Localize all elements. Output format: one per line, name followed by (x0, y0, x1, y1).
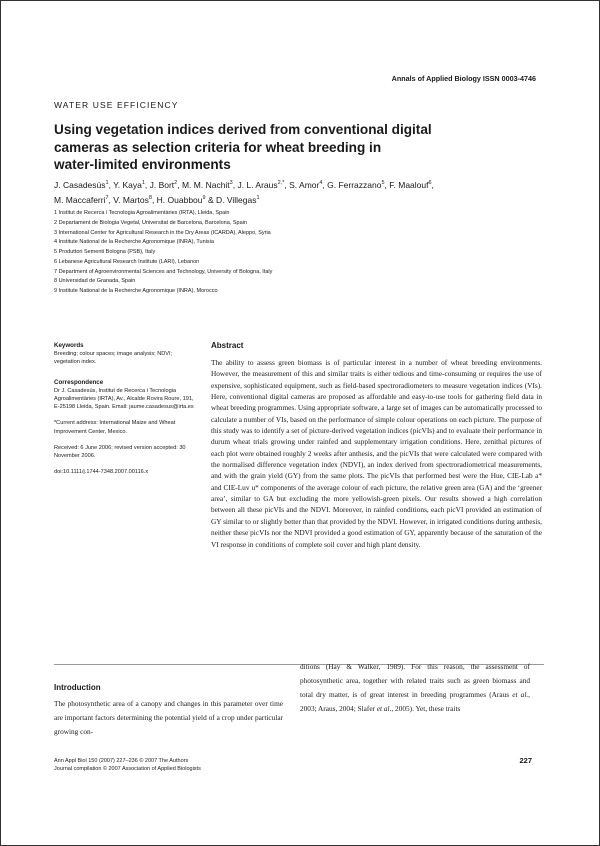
journal-header: Annals of Applied Biology ISSN 0003-4746 (391, 74, 536, 83)
affiliation-item: 7 Department of Agroenvironmental Sciences and Technology, University of Bologna, Italy (54, 268, 273, 275)
introduction-column-2 (300, 660, 530, 716)
affiliation-item: 4 Institute National de la Recherche Agronomique (INRA), Tunisia (54, 239, 214, 246)
correspondence-heading: Correspondence (54, 378, 104, 386)
affiliation-item: 9 Institute National de la Recherche Agronomique (INRA), Morocco (54, 288, 218, 294)
affiliation-item: 5 Produttori Sementi Bologna (PSB), Italy (54, 249, 156, 255)
abstract-text: The ability to assess green biomass is of particular interest in a number of wheat breeding environments. However, the measurement of this and similar traits is either tedious and time-consuming or requires the use of expensive, sophisticated equipment, such as field-based spectroradiometers to measure vegetation indices (VIs). Here, conventional digital cameras are proposed as affordable and easy-to-use tools for gathering field data in wheat breeding programmes. Using appropriate software, a large set of images can be automatically processed to calculate a number of VIs, based on the performance of simple colour operations on each picture. The purpose of this study was to identify a set of picture-derived vegetation indices (picVIs) and to evaluate their performance in durum wheat trials growing under rainfed and supplementary irrigation conditions. Here, zenithal pictures of each plot were obtained roughly 2 weeks after anthesis, and the picVIs that were calculated were compared with the normalised difference vegetation index (NDVI), an index derived from spectroradiometrical measurements, and with the grain yield (GY) from the same plots. The picVIs that performed best were the Hue, CIE-Lab a* and CIE-Luv u* components of the average colour of each picture, the relative green area (GA) and the ‘greener area’, similar to GA but excluding the more yellowish-green pixels. Our results showed a high correlation between all these picVIs and the NDVI. Moreover, in rainfed conditions, each picVI provided an estimation of GY similar to or slightly better than that provided by the NDVI. However, in irrigated conditions during anthesis, neither these picVIs nor the NDVI provided a good estimation of GY, apparently because of the saturation of the VI response in conditions of complete soil cover and high plant density. (211, 358, 542, 549)
author-name: J. Casadesús (54, 179, 106, 190)
author-name: M. M. Nachit (181, 179, 230, 190)
abstract-heading: Abstract (211, 341, 244, 350)
title-line: cameras as selection criteria for wheat breeding in (54, 139, 382, 155)
author-name: J. L. Araus (237, 179, 278, 190)
author-name: F. Maalouf (389, 179, 429, 190)
author-name: V. Martos (113, 195, 149, 206)
author-affiliation-mark: 2 (174, 180, 178, 186)
correspondence-text: Dr J. Casadesús, Institut de Recerca i Tecnologia Agroalimentàries (IRTA), Av., Alcalde Rovira Roure, 191, E-25198 Lleida, Spain. Email: jaume.casadesus@irta.es (54, 387, 194, 411)
intro-italic: et al. (512, 690, 529, 699)
author-affiliation-mark: 4 (319, 180, 323, 186)
author-name: M. Maccaferri (54, 195, 106, 206)
author-name: H. Ouabbou (156, 195, 203, 206)
affiliation-item: 1 Institut de Recerca i Tecnologia Agroalimentàries (IRTA), Lleida, Spain (54, 210, 230, 216)
affiliation-item: 3 International Center for Agricultural Research in the Dry Areas (ICARDA), Aleppo, Syria (54, 229, 271, 236)
affiliation-list (54, 209, 554, 297)
author-affiliation-mark: 8 (148, 195, 152, 202)
introduction-heading: Introduction (54, 683, 101, 692)
author-affiliation-mark: 9 (202, 195, 206, 202)
introduction-column-1: The photosynthetic area of a canopy and changes in this parameter over time are important factors determining the potential yield of a crop under particular growing con- (54, 699, 283, 736)
footer-citation: Ann Appl Biol 150 (2007) 227–236 © 2007 The Authors (54, 758, 189, 764)
author-affiliation-mark: 1 (141, 180, 145, 186)
author-affiliation-mark: 5 (381, 180, 385, 186)
sidebar (54, 342, 196, 484)
affiliation-item: 2 Departament de Biologia Vegetal, Universitat de Barcelona, Barcelona, Spain (54, 219, 247, 226)
author-affiliation-mark: 3 (229, 180, 233, 186)
intro-text: , 2003; Araus, 2004; Slafer (300, 690, 530, 713)
current-address: *Current address: International Maize and Wheat Improvement Center, Mexico. (54, 420, 176, 435)
keywords-heading: Keywords (54, 342, 84, 349)
intro-text: ditions (Hay & Walker, 1989). For this reason, the assessment of photosynthetic area, together with related traits such as green biomass and total dry matter, is of great interest in breeding programmes (Araus (300, 662, 530, 699)
article-title (54, 121, 544, 174)
received-dates: Received: 6 June 2006; revised version accepted: 30 November 2006. (54, 444, 186, 460)
footer-copyright: Journal compilation © 2007 Association of Applied Biologists (54, 766, 201, 772)
author-name: G. Ferrazzano (327, 179, 382, 190)
author-name: J. Bort (149, 179, 175, 190)
title-line: Using vegetation indices derived from conventional digital (54, 122, 432, 137)
doi: doi:10.1111/j.1744-7348.2007.00116.x (54, 469, 149, 476)
affiliation-item: 8 Universidad de Granada, Spain (54, 278, 136, 285)
title-line: water-limited environments (54, 157, 231, 172)
intro-text: , 2005). Yet, these traits (391, 704, 461, 713)
intro-italic: et al. (376, 704, 392, 713)
affiliation-item: 6 Lebanese Agricultural Research Institute (LARI), Lebanon (54, 258, 200, 265)
author-name: D. Villegas (215, 195, 257, 206)
author-list: J. Casadesús$^1$, Y. Kaya$^1$, J. Bort$^2$, M. M. Nachit$^3$, J. L. Araus$^{2,*}$, S. Amor$^4$, G. Ferrazzano$^5$, F. Maalouf$^6$, M. Maccaferri$^7$, V. Martos$^8$, H. Ouabbou$^9$ & D. Villegas$^1$ (54, 179, 434, 206)
author-affiliation-mark: 1 (256, 195, 260, 202)
author-affiliation-mark: 1 (105, 180, 109, 186)
author-affiliation-mark: 2,* (277, 180, 285, 186)
footer (54, 757, 201, 773)
keywords-text: Breeding; colour spaces; image analysis; NDVI; vegetation index. (54, 351, 173, 366)
author-name: S. Amor (289, 179, 320, 190)
page-number: 227 (519, 756, 532, 765)
section-label: WATER USE EFFICIENCY (54, 100, 179, 110)
author-affiliation-mark: 6 (428, 180, 432, 186)
author-affiliation-mark: 7 (105, 195, 109, 202)
author-name: Y. Kaya (113, 179, 142, 190)
